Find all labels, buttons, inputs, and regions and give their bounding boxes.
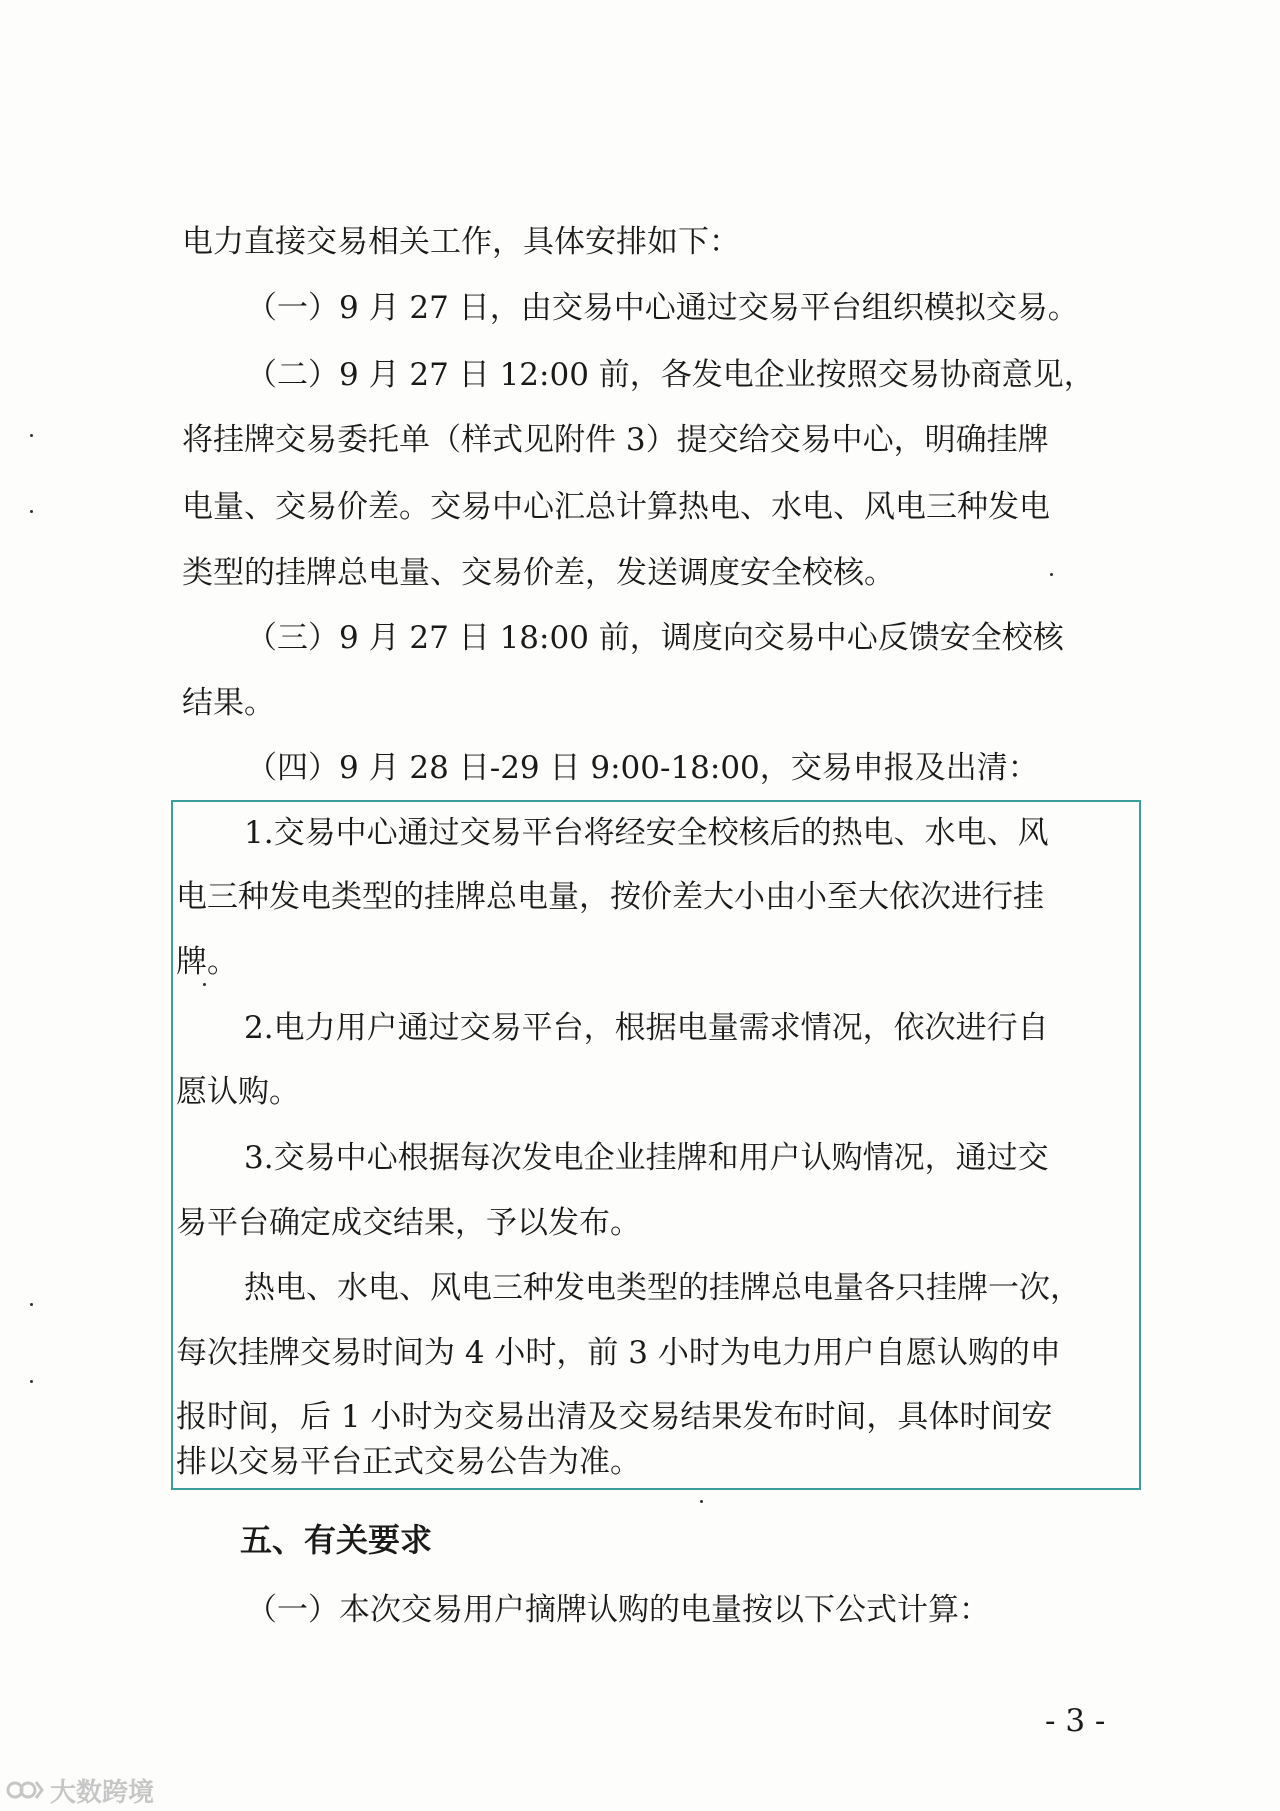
text-line: 易平台确定成交结果，予以发布。 [176,1205,641,1241]
text-line: 电三种发电类型的挂牌总电量，按价差大小由小至大依次进行挂 [176,879,1044,915]
text-line: 电量、交易价差。交易中心汇总计算热电、水电、风电三种发电 [182,489,1050,525]
text-line: 结果。 [182,685,275,721]
text-line: 类型的挂牌总电量、交易价差，发送调度安全校核。 [182,555,895,591]
text-line: 牌。 [176,944,238,980]
scan-speck [203,983,206,986]
watermark-logo-icon [6,1776,44,1804]
scan-speck [700,1500,703,1503]
text-line: 排以交易平台正式交易公告为准。 [176,1444,641,1480]
scan-speck [30,510,33,513]
text-line: 2.电力用户通过交易平台，根据电量需求情况，依次进行自 [244,1010,1049,1046]
text-line: （三）9 月 27 日 18:00 前，调度向交易中心反馈安全校核 [246,620,1064,656]
section-heading: 五、有关要求 [240,1521,433,1559]
scan-speck [1050,573,1053,576]
text-line: 热电、水电、风电三种发电类型的挂牌总电量各只挂牌一次， [244,1270,1081,1306]
text-line: 愿认购。 [176,1074,300,1110]
text-line: （四）9 月 28 日-29 日 9:00-18:00，交易申报及出清： [246,750,1039,786]
scan-speck [30,1303,33,1306]
text-line: 每次挂牌交易时间为 4 小时，前 3 小时为电力用户自愿认购的申 [176,1335,1061,1371]
watermark-text: 大数跨境 [50,1777,155,1808]
text-line: 将挂牌交易委托单（样式见附件 3）提交给交易中心，明确挂牌 [182,422,1049,458]
text-line: 3.交易中心根据每次发电企业挂牌和用户认购情况，通过交 [244,1140,1049,1176]
text-line: 电力直接交易相关工作，具体安排如下： [182,224,740,260]
watermark [6,1773,154,1807]
page-number: - 3 - [1045,1703,1106,1739]
text-line: （二）9 月 27 日 12:00 前，各发电企业按照交易协商意见， [246,357,1095,393]
scan-speck [30,1380,33,1383]
text-line: 1.交易中心通过交易平台将经安全校核后的热电、水电、风 [244,815,1049,851]
text-line: （一）9 月 27 日，由交易中心通过交易平台组织模拟交易。 [246,290,1079,326]
text-line: 报时间，后 1 小时为交易出清及交易结果发布时间，具体时间安 [176,1399,1053,1435]
text-line: （一）本次交易用户摘牌认购的电量按以下公式计算： [246,1592,990,1628]
scan-speck [30,434,33,437]
